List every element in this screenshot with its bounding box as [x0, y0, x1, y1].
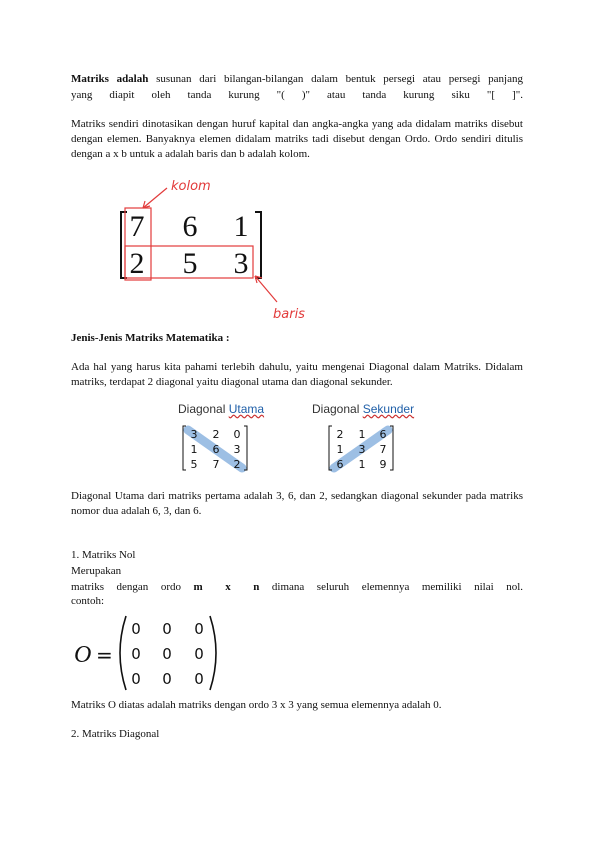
matrix-cell: 0	[233, 428, 241, 441]
definition-text: susunan dari bilangan-bilangan dalam bentuk persegi atau persegi panjang	[156, 73, 523, 85]
matrix-cell: 0	[194, 620, 204, 638]
matrix-cell: 1	[358, 428, 366, 441]
matrix-cell: 1	[233, 210, 249, 243]
ordo-mxn: m x n	[193, 581, 260, 593]
matrix-cell: 2	[212, 428, 220, 441]
label-kolom: kolom	[171, 179, 211, 194]
matrix-cell: 7	[212, 458, 220, 471]
matrix-cell: 0	[162, 645, 172, 663]
matrix-cell: 1	[336, 443, 344, 456]
diagonal-utama-word: Diagonal	[178, 402, 226, 416]
matrix-cell: 0	[131, 620, 141, 638]
text-fragment: matriks dengan ordo	[71, 581, 181, 593]
matrix-cell: 3	[190, 428, 198, 441]
matrix-symbol-o: O	[74, 642, 92, 668]
right-bracket	[244, 426, 247, 470]
paragraph-zero-matrix-explanation: Matriks O diatas adalah matriks dengan ordo 3 x 3 yang semua elemennya adalah 0.	[71, 699, 442, 711]
matrix-cell: 6	[379, 428, 387, 441]
matrix-cell: 2	[233, 458, 241, 471]
left-paren	[120, 616, 126, 690]
matrix-cell: 6	[182, 210, 198, 243]
matrix-diagonal-sekunder	[326, 422, 398, 474]
matrix-cell: 0	[131, 670, 141, 688]
matriks-nol-line2	[71, 580, 523, 595]
paragraph-diagonal-intro: Ada hal yang harus kita pahami terlebih dahulu, yaitu mengenai Diagonal dalam Matriks. Didalam matriks, terdapat 2 diagonal yaitu diagonal utama dan diagonal sekunder.	[71, 361, 523, 388]
matrix-cell: 6	[212, 443, 220, 456]
matrix-cell: 3	[233, 247, 249, 280]
matrix-cell: 7	[379, 443, 387, 456]
matrix-cell: 5	[182, 247, 198, 280]
section-heading	[71, 331, 523, 346]
heading-jenis-matriks: Jenis-Jenis Matriks Matematika :	[71, 332, 230, 344]
diagonal-sekunder-title	[312, 402, 414, 416]
matrix-cell: 0	[131, 645, 141, 663]
paragraph-diagonal-explanation: Diagonal Utama dari matriks pertama adalah 3, 6, dan 2, sedangkan diagonal sekunder pada matriks nomor dua adalah 6, 3, dan 6.	[71, 490, 523, 517]
matrix-cell: 1	[190, 443, 198, 456]
diagonal-utama-title	[178, 402, 264, 416]
matrix-cell: 0	[162, 670, 172, 688]
paragraph-notation: Matriks sendiri dinotasikan dengan huruf kapital dan angka-angka yang ada didalam matriks disebut dengan elemen. Banyaknya elemen didalam matriks tadi disebut dengan Ordo. Ordo sendiri ditulis dengan a x b untuk a adalah baris dan b adalah kolom.	[71, 118, 523, 160]
matriks-nol-contoh: contoh:	[71, 595, 104, 607]
section-title-matriks-diagonal: 2. Matriks Diagonal	[71, 728, 160, 740]
equals-sign: =	[96, 643, 113, 667]
text-fragment: dimana seluruh elemennya memiliki nilai nol.	[271, 581, 524, 593]
matrix-kolom-baris-figure	[105, 170, 325, 325]
left-bracket	[329, 426, 332, 470]
section-title-matriks-nol: 1. Matriks Nol	[71, 549, 136, 561]
matrix-cell: 0	[162, 620, 172, 638]
kolom-arrow	[143, 188, 167, 208]
matrix-cell: 0	[194, 670, 204, 688]
matrix-cell: 3	[233, 443, 241, 456]
matrix-diagonal-utama	[180, 422, 252, 474]
paragraph-definition-line1	[71, 72, 523, 87]
paragraph-definition-line2: yang diapit oleh tanda kurung "( )" atau tanda kurung siku "[ ]".	[71, 89, 523, 101]
matrix-cell: 6	[336, 458, 344, 471]
sekunder-word: Sekunder	[362, 402, 415, 416]
zero-matrix-figure	[72, 612, 222, 694]
term-matriks-adalah: Matriks adalah	[71, 73, 149, 85]
matriks-nol-line1: Merupakan	[71, 565, 122, 577]
matrix-cell: 9	[379, 458, 387, 471]
matrix-cell: 1	[358, 458, 366, 471]
utama-word: Utama	[228, 402, 265, 416]
matrix-cell: 7	[129, 210, 145, 243]
right-bracket	[255, 212, 261, 278]
matrix-cell: 2	[336, 428, 344, 441]
right-paren	[210, 616, 216, 690]
label-baris: baris	[273, 307, 305, 322]
diagonal-sekunder-word: Diagonal	[312, 402, 360, 416]
left-bracket	[121, 212, 127, 278]
baris-arrow	[255, 276, 277, 302]
matrix-cell: 5	[190, 458, 198, 471]
matrix-cell: 2	[129, 247, 145, 280]
matrix-cell: 3	[358, 443, 366, 456]
matrix-cell: 0	[194, 645, 204, 663]
